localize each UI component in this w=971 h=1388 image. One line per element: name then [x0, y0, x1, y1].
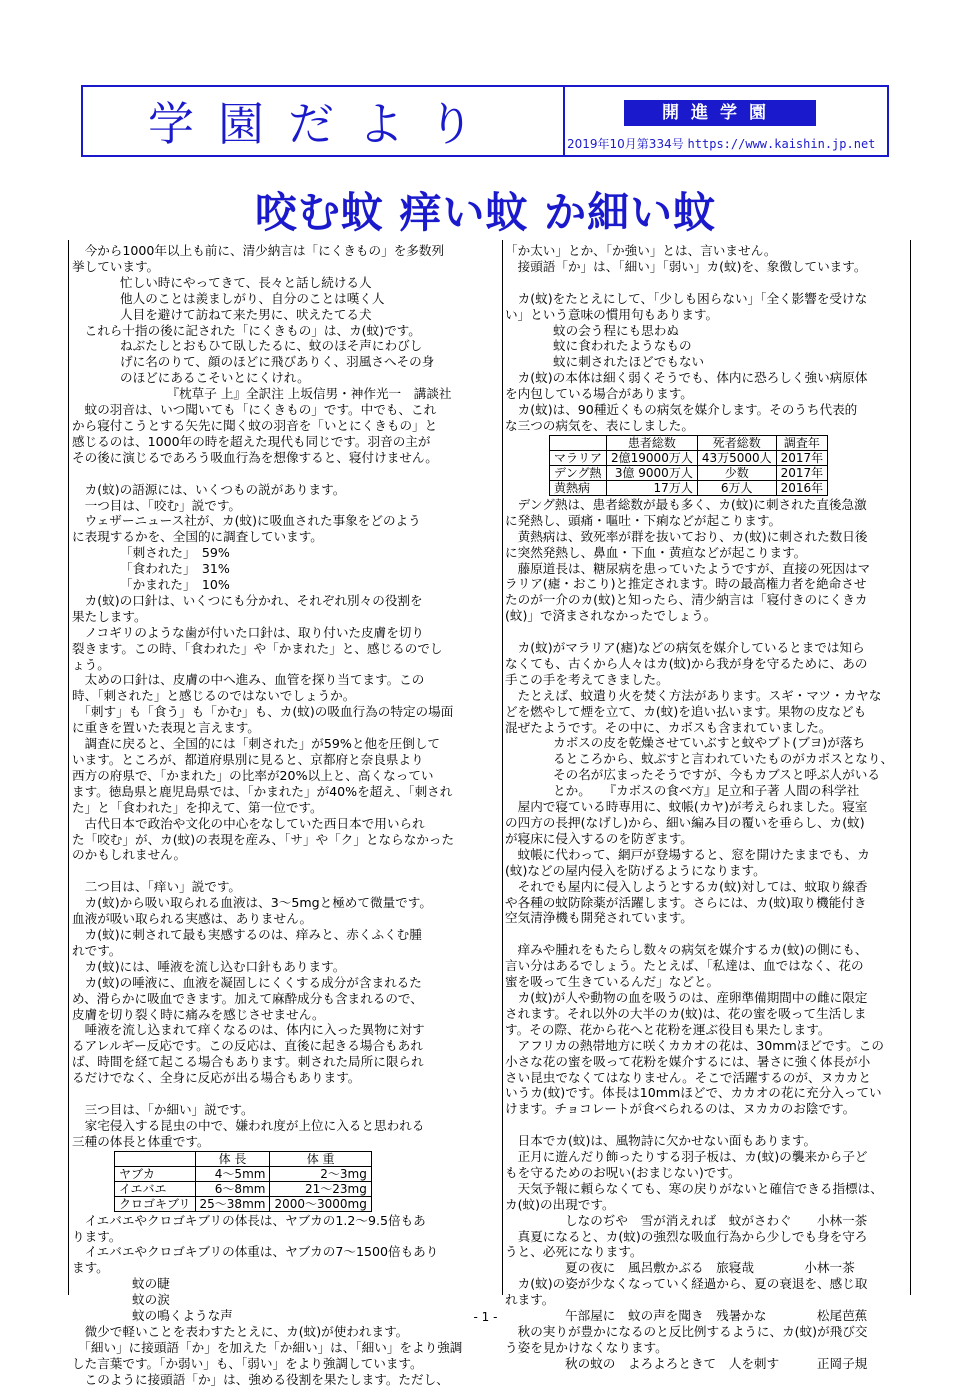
text-line: [72, 1086, 500, 1102]
text-line: のかもしれません。: [72, 847, 187, 863]
table-header-row: [115, 1151, 372, 1166]
text-line: アフリカの熱帯地方に咲くカカオの花は、30mmほどです。この: [505, 1037, 884, 1053]
table-header-cell: 死者総数: [697, 435, 776, 450]
right-column: [505, 243, 909, 1372]
text-line: 午部屋に 蚊の声を聞き 残暑かな 松尾芭蕉: [565, 1308, 868, 1324]
text-line: 混ぜたようです。その中に、カボスも含まれていました。: [505, 719, 832, 735]
text-line: た「咬む」が、カ(蚊)の表現を産み、「サ」や「ク」とならなかった: [72, 831, 455, 847]
text-line: 接頭語「か」は、「細い」「弱い」カ(蚊)を、象徴しています。: [505, 258, 867, 274]
table-cell: 少数: [697, 465, 776, 480]
text-line: に重きを置いた表現と言えます。: [72, 720, 260, 736]
text-line: に表現するかを、全国的に調査しています。: [72, 529, 323, 545]
text-line: カ(蚊)が人や動物の血を吸うのは、産卵準備期間中の雌に限定: [505, 989, 868, 1005]
text-line: 蚊の睫: [132, 1276, 170, 1292]
table-cell: 2017年: [776, 465, 828, 480]
text-line: 言い分はあるでしょう。たとえば、「私達は、血ではなく、花の: [505, 958, 864, 974]
text-line: しなのぢや 雪が消えれば 蚊がさわぐ 小林一茶: [565, 1212, 868, 1228]
text-line: [72, 863, 500, 879]
text-line: ノコギリのような歯が付いた口針は、取り付いた皮膚を切り: [72, 624, 424, 640]
issue-info: [567, 135, 887, 152]
text-line: ば、時間を経て起こる場合もあります。刺された局所に限られ: [72, 1054, 424, 1070]
text-line: 調査に戻ると、全国的には「刺された」が59%と他を圧倒して: [72, 736, 441, 752]
headline: 咬む蚊 痒い蚊 か細い蚊: [254, 188, 717, 237]
text-line: 蚊の鳴くような声: [132, 1308, 233, 1324]
table-cell: 6～8mm: [195, 1181, 270, 1196]
text-line: どを燃やして煙を立て、カ(蚊)を追い払います。果物の皮なども: [505, 703, 867, 719]
table-header-cell: 患者総数: [607, 435, 698, 450]
table-row: [115, 1166, 372, 1181]
text-line: ょう。: [72, 656, 110, 672]
table-row: [550, 450, 828, 465]
text-line: 蚊の会う程にも思わぬ: [553, 322, 679, 338]
text-line: 蜜を吸って生きているんだ」などと。: [505, 974, 720, 990]
text-line: や各種の蚊防除薬が活躍します。さらには、カ(蚊)取り機能付き: [505, 894, 867, 910]
page-number: - 1 -: [473, 1310, 498, 1324]
newsletter-title: 学園だより: [148, 97, 498, 151]
text-line: 「刺された」 59%: [120, 545, 230, 561]
text-line: 「刺す」も「食う」も「かむ」も、カ(蚊)の吸血行為の特定の場面: [72, 704, 454, 720]
table-header-cell: 体 長: [195, 1151, 270, 1166]
table-cell: 2～3mg: [270, 1166, 371, 1181]
table-cell: デング熱: [550, 465, 607, 480]
table-cell: 2億19000万人: [607, 450, 698, 465]
text-line: 時、「刺された」と感じるのではないでしょうか。: [72, 688, 356, 704]
table-cell: 6万人: [697, 480, 776, 495]
text-line: 唾液を流し込まれて痒くなるのは、体内に入った異物に対す: [72, 1022, 425, 1038]
text-line: 「細い」に接頭語「か」を加えた「か細い」は、「細い」をより強調: [72, 1339, 463, 1355]
text-line: るアレルギー反応です。この反応は、直後に起きる場合もあれ: [72, 1038, 423, 1054]
text-line: 皮膚を切り裂く時に痛みを感じさせません。: [72, 1006, 325, 1022]
table-header-row: [550, 435, 828, 450]
left-column: [72, 243, 500, 1388]
text-line: ウェザーニュース社が、カ(蚊)に吸血された事象をどのよう: [72, 513, 421, 529]
text-line: ます。徳島県と鹿児島県では、「かまれた」が40%を超え、「刺され: [72, 783, 453, 799]
table-header-cell: [115, 1151, 196, 1166]
text-line: カ(蚊)は、90種近くもの病気を媒介します。そのうち代表的: [505, 402, 858, 418]
text-line: 裂きます。この時、「食われた」や「かまれた」と、感じるのでし: [72, 640, 443, 656]
text-line: [505, 1117, 909, 1133]
text-line: 挙しています。: [72, 258, 160, 274]
text-line: 正月に遊んだり飾ったりする羽子板は、カ(蚊)の襲来から子ど: [505, 1149, 868, 1165]
text-line: 「かまれた」 10%: [120, 577, 230, 593]
table-cell: クロゴキブリ: [115, 1196, 196, 1211]
text-line: 蚊の羽音は、いつ聞いても「にくきもの」です。中でも、これ: [72, 402, 437, 418]
text-line: 今から1000年以上も前に、清少納言は「にくきもの」を多数列: [72, 243, 445, 258]
text-line: から寝付こうとする矢先に聞く蚊の羽音を「いとにくきもの」と: [72, 417, 438, 433]
text-line: いうカ(蚊)です。体長は10mmほどで、カカオの花に充分入ってい: [505, 1085, 882, 1101]
text-line: 蚊帳に代わって、網戸が登場すると、窓を開けたままでも、カ: [505, 846, 870, 862]
text-line: カボスの皮を乾燥させていぶすと蚊やブト(ブヨ)が落ち: [553, 735, 866, 751]
text-line: されます。それ以外の大半のカ(蚊)は、花の蜜を吸って生活しま: [505, 1005, 867, 1021]
text-line: カ(蚊)の出現です。: [505, 1196, 615, 1212]
text-line: [505, 624, 909, 640]
text-line: カ(蚊)に刺されて最も実感するのは、痒みと、赤くふくむ腫: [72, 926, 422, 942]
text-line: 家宅侵入する昆虫の中で、嫌われ度が上位に入ると思われる: [72, 1117, 425, 1133]
text-line: 痒みや腫れをもたらし数々の病気を媒介するカ(蚊)の側にも、: [505, 942, 868, 958]
text-line: それでも屋内に侵入しようとするカ(蚊)対しては、蚊取り線香: [505, 878, 868, 894]
text-line: 藤原道長は、糖尿病を患っていたようですが、直接の死因はマ: [505, 560, 871, 576]
text-line: 西方の府県で、「かまれた」の比率が20%以上と、高くなってい: [72, 767, 434, 783]
text-line: イエバエやクロゴキブリの体重は、ヤブカの7～1500倍もあり: [72, 1244, 439, 1260]
text-line: 三つ目は、「か細い」説です。: [72, 1101, 254, 1117]
text-line: とか。 『カボスの食べ方』足立和子著 人間の科学社: [553, 783, 860, 799]
text-line: う姿を見かけなくなります。: [505, 1339, 668, 1355]
text-line: けます。チョコレートが食べられるのは、ヌカカのお陰です。: [505, 1101, 856, 1117]
text-line: 蚊に食われたようなもの: [553, 338, 692, 354]
table-row: [550, 465, 828, 480]
text-line: を内包している場合があります。: [505, 386, 693, 402]
text-line: 人目を避けて訪ねて来た男に、吠えたてる犬: [120, 306, 372, 322]
text-line: 秋の蚊の よろよろときて 人を刺す 正岡子規: [565, 1355, 868, 1371]
text-line: 手この手を考えてきました。: [505, 671, 669, 687]
text-line: ねぶたしとおもひて臥したるに、蚊のほそ声にわびし: [120, 338, 423, 354]
text-line: 忙しい時にやってきて、長々と話し続ける人: [120, 274, 372, 290]
text-line: な三つの病気を、表にしました。: [505, 417, 694, 433]
table-cell: 43万5000人: [697, 450, 776, 465]
text-line: の四方の長押(なげし)から、細い編み目の覆いを垂らし、カ(蚊): [505, 815, 865, 830]
text-line: (蚊)などの屋内侵入を防げるようになります。: [505, 862, 766, 878]
text-line: た」と「食われた」を抑えて、第一位です。: [72, 799, 323, 815]
text-line: れです。: [72, 942, 122, 958]
text-line: たのが一介のカ(蚊)と知ったら、清少納言は「寝付きのにくきカ: [505, 592, 868, 608]
text-line: 蚊に刺されたほどでもない: [553, 354, 705, 370]
text-line: 真夏になると、カ(蚊)の強烈な吸血行為から少しでも身を守ろ: [505, 1228, 868, 1244]
text-line: した言葉です。「か弱い」も、「弱い」をより強調しています。: [72, 1355, 423, 1371]
table-header-cell: 体 重: [270, 1151, 371, 1166]
text-line: [505, 275, 909, 291]
text-line: カ(蚊)をたとえにして、「少しも困らない」「全く影響を受けな: [505, 290, 868, 306]
table-header-cell: 調査年: [776, 435, 828, 450]
insect-size-table: [114, 1151, 372, 1212]
table-cell: 3億 9000万人: [607, 465, 698, 480]
text-line: 他人のことは羨ましがり、自分のことは嘆く人: [120, 290, 385, 306]
text-line: るだけでなく、全身に反応が出る場合もあります。: [72, 1070, 361, 1086]
site-url: https://www.kaishin.jp.net: [687, 137, 876, 151]
text-line: カ(蚊)の姿が少なくなっていく経過から、夏の衰退を、感じ取: [505, 1276, 868, 1292]
text-line: その後に演じるであろう吸血行為を想像すると、寝付けません。: [72, 449, 438, 465]
text-line: ます。: [72, 1260, 109, 1276]
text-line: デング熱は、患者総数が最も多く、カ(蚊)に刺された直後急激: [505, 496, 867, 512]
table-cell: 2000～3000mg: [270, 1196, 371, 1211]
text-line: 血液が吸い取られる実感は、ありません。: [72, 911, 313, 927]
text-line: が寝床に侵入するのを防ぎます。: [505, 830, 693, 846]
masthead: [81, 85, 889, 157]
table-header-cell: [550, 435, 607, 450]
disease-table: [549, 435, 828, 496]
text-line: これら十指の後に記された「にくきもの」は、カ(蚊)です。: [72, 322, 421, 338]
table-cell: 17万人: [607, 480, 698, 495]
text-line: ラリア(瘧・おこり)と推定されます。時の最高権力者を絶命させ: [505, 576, 867, 592]
table-cell: 25～38mm: [195, 1196, 270, 1211]
text-line: 秋の実りが豊かになるのと反比例するように、カ(蚊)が飛び交: [505, 1324, 868, 1339]
text-line: 天気予報に頼らなくても、寒の戻りがないと確信できる指標は、: [505, 1180, 883, 1196]
text-line: 微少で軽いことを表わすたとえに、カ(蚊)が使われます。: [72, 1324, 409, 1339]
text-line: なくても、古くから人々はカ(蚊)から我が身を守るために、あの: [505, 655, 868, 671]
text-line: 蚊の涙: [132, 1292, 170, 1308]
text-line: 太めの口針は、皮膚の中へ進み、血管を探り当てます。この: [72, 672, 425, 688]
text-line: さい昆虫でなくてはなりません。そこで活躍するのが、ヌカカと: [505, 1069, 871, 1085]
table-cell: 21～23mg: [270, 1181, 371, 1196]
table-cell: 2017年: [776, 450, 828, 465]
text-line: このように接頭語「か」は、強める役割を果たします。ただし、: [72, 1371, 449, 1387]
text-line: カ(蚊)の唾液に、血液を凝固しにくくする成分が含まれるた: [72, 974, 422, 990]
text-line: 『枕草子 上』全訳注 上坂信男・神作光一 講談社: [72, 386, 452, 402]
text-line: 感じるのは、1000年の時を超えた現代も同じです。羽音の主が: [72, 433, 431, 449]
table-row: [115, 1196, 372, 1211]
text-line: す。その際、花から花へと花粉を運ぶ役目も果たします。: [505, 1021, 831, 1037]
text-line: れます。: [505, 1292, 555, 1308]
text-line: のほどにあるこそいとにくけれ。: [120, 370, 310, 386]
table-cell: 2016年: [776, 480, 828, 495]
school-name: 開進学園: [624, 100, 816, 126]
text-line: い」という意味の慣用句もあります。: [505, 306, 719, 322]
text-line: その名が広まったそうですが、今もカブスと呼ぶ人がいる: [553, 767, 880, 783]
text-line: [72, 466, 500, 482]
text-line: め、滑らかに吸血できます。加えて麻酔成分も含まれるので、: [72, 990, 423, 1006]
text-line: 「か太い」とか、「か強い」とは、言いません。: [505, 243, 777, 258]
text-line: 屋内で寝ている時専用に、蚊帳(カヤ)が考えられました。寝室: [505, 799, 868, 815]
issue-number: 2019年10月第334号: [567, 137, 684, 151]
text-line: 一つ目は、「咬む」説です。: [72, 497, 242, 513]
text-line: 果たします。: [72, 608, 147, 624]
text-line: 二つ目は、「痒い」説です。: [72, 879, 242, 895]
table-row: [550, 480, 828, 495]
column-rule-middle: [502, 240, 503, 1295]
text-line: 小さな花の蜜を吸って花粉を媒介するには、暑さに強く体長が小: [505, 1053, 871, 1069]
text-line: 黄熱病は、致死率が群を抜いており、カ(蚊)に刺された数日後: [505, 528, 868, 544]
text-line: 古代日本で政治や文化の中心をなしていた西日本で用いられ: [72, 815, 425, 831]
text-line: ります。: [72, 1228, 122, 1244]
text-line: カ(蚊)の口針は、いくつにも分かれ、それぞれ別々の役割を: [72, 592, 423, 608]
column-rule-left: [68, 240, 69, 1295]
table-cell: イエバエ: [115, 1181, 196, 1196]
text-line: [505, 926, 909, 942]
masthead-divider: [563, 87, 565, 155]
text-line: カ(蚊)の本体は細く弱くそうでも、体内に恐ろしく強い病原体: [505, 370, 868, 386]
text-line: に突然発熱し、鼻血・下血・黄疸などが起こります。: [505, 544, 807, 560]
text-line: カ(蚊)がマラリア(瘧)などの病気を媒介しているとまでは知ら: [505, 640, 865, 656]
table-cell: マラリア: [550, 450, 607, 465]
text-line: カ(蚊)の語源には、いくつもの説があります。: [72, 481, 346, 497]
text-line: げに名のりて、顔のほどに飛びありく、羽風さへその身: [120, 354, 435, 370]
text-line: カ(蚊)には、唾液を流し込む口針もあります。: [72, 958, 346, 974]
text-line: に発熱し、頭痛・嘔吐・下痢などが起こります。: [505, 512, 782, 528]
text-line: もを守るためのお呪い(おまじない)です。: [505, 1164, 741, 1180]
text-line: (蚊)」で済まされなかったでしょう。: [505, 608, 717, 624]
column-rule-right: [910, 240, 911, 1295]
text-line: 空気清浄機も開発されています。: [505, 910, 693, 926]
text-line: カ(蚊)から吸い取られる血液は、3～5mgと極めて微量です。: [72, 895, 432, 911]
table-cell: ヤブカ: [115, 1166, 196, 1181]
table-row: [115, 1181, 372, 1196]
text-line: 夏の夜に 風呂敷かぶる 旅寝哉 小林一茶: [565, 1260, 855, 1276]
text-line: 「食われた」 31%: [120, 561, 230, 577]
table-cell: 4～5mm: [195, 1166, 270, 1181]
text-line: 三種の体長と体重です。: [72, 1133, 210, 1149]
text-line: たとえば、蚊遣り火を焚く方法があります。スギ・マツ・カヤな: [505, 687, 882, 703]
text-line: るところから、蚊ぶすと言われていたものがカボスとなり、: [553, 751, 894, 767]
text-line: います。ところが、都道府県別に見ると、京都府と奈良県より: [72, 752, 424, 767]
text-line: うと、必死になります。: [505, 1244, 643, 1260]
table-cell: 黄熱病: [550, 480, 607, 495]
text-line: 日本でカ(蚊)は、風物詩に欠かせない面もあります。: [505, 1133, 817, 1149]
text-line: イエバエやクロゴキブリの体長は、ヤブカの1.2～9.5倍もあ: [72, 1212, 426, 1228]
